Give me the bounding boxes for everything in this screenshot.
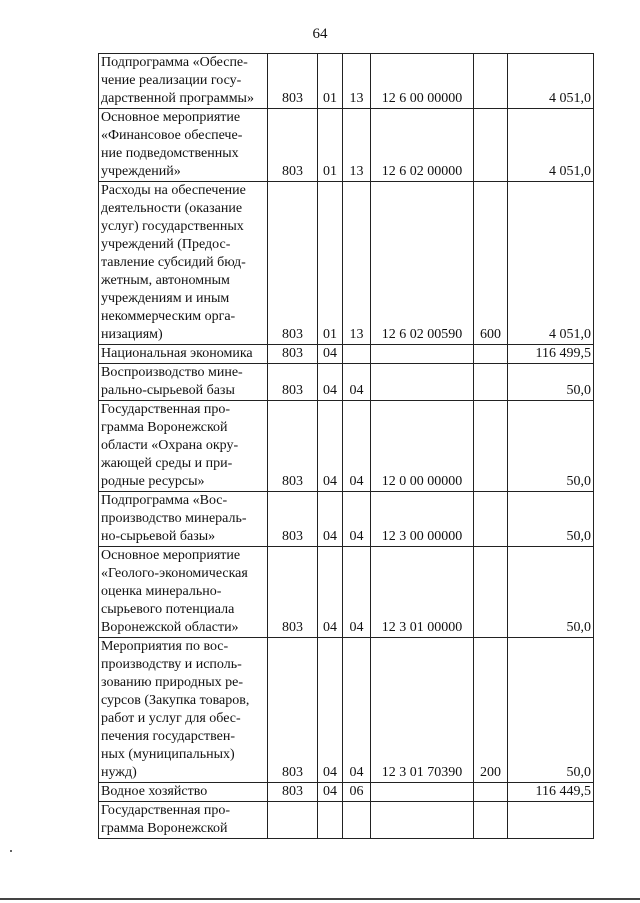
cell-vr: 200	[474, 638, 508, 783]
cell-csr: 12 3 01 70390	[371, 638, 474, 783]
cell-amount: 50,0	[508, 547, 594, 638]
table-row	[99, 54, 594, 109]
row-name: Подпрограмма «Обеспе- чение реализации госу- дарственной программы»	[99, 54, 268, 109]
table-row	[99, 783, 594, 802]
cell-gr: 803	[268, 783, 318, 802]
cell-pr: 04	[343, 492, 371, 547]
cell-csr: 12 6 02 00590	[371, 182, 474, 345]
cell-rz: 04	[318, 364, 343, 401]
cell-amount: 4 051,0	[508, 109, 594, 182]
table-row	[99, 492, 594, 547]
cell-vr	[474, 802, 508, 839]
table-row	[99, 547, 594, 638]
cell-csr: 12 6 00 00000	[371, 54, 474, 109]
table-row	[99, 638, 594, 783]
row-name: Основное мероприятие «Финансовое обеспече- ние подведомственных учреждений»	[99, 109, 268, 182]
row-name: Подпрограмма «Вос- производство минераль- но-сырьевой базы»	[99, 492, 268, 547]
table-row	[99, 364, 594, 401]
cell-csr	[371, 783, 474, 802]
cell-amount: 4 051,0	[508, 54, 594, 109]
cell-vr	[474, 547, 508, 638]
cell-gr: 803	[268, 364, 318, 401]
cell-pr	[343, 345, 371, 364]
cell-gr: 803	[268, 547, 318, 638]
cell-vr	[474, 345, 508, 364]
cell-rz: 04	[318, 492, 343, 547]
table-row	[99, 802, 594, 839]
cell-rz: 04	[318, 345, 343, 364]
row-name: Основное мероприятие «Геолого-экономическая оценка минерально- сырьевого потенциала Воронежской области»	[99, 547, 268, 638]
cell-pr: 04	[343, 401, 371, 492]
cell-amount	[508, 802, 594, 839]
cell-vr	[474, 783, 508, 802]
cell-csr: 12 6 02 00000	[371, 109, 474, 182]
cell-csr: 12 3 00 00000	[371, 492, 474, 547]
cell-vr	[474, 492, 508, 547]
row-name: Мероприятия по вос- производству и исполь- зованию природных ре- сурсов (Закупка товаров, работ и услуг для обес- печения государствен- ных (муниципальных) нужд)	[99, 638, 268, 783]
cell-rz: 01	[318, 182, 343, 345]
table-row	[99, 345, 594, 364]
cell-csr	[371, 345, 474, 364]
table-row	[99, 401, 594, 492]
cell-amount: 116 449,5	[508, 783, 594, 802]
budget-table	[98, 53, 594, 839]
cell-pr: 13	[343, 109, 371, 182]
cell-vr	[474, 364, 508, 401]
cell-pr: 04	[343, 547, 371, 638]
row-name: Воспроизводство мине- рально-сырьевой базы	[99, 364, 268, 401]
cell-vr	[474, 401, 508, 492]
row-name: Государственная про- грамма Воронежской области «Охрана окру- жающей среды и при- родные ресурсы»	[99, 401, 268, 492]
cell-rz: 04	[318, 401, 343, 492]
cell-pr: 13	[343, 54, 371, 109]
cell-amount: 50,0	[508, 401, 594, 492]
cell-csr	[371, 802, 474, 839]
row-name: Национальная экономика	[99, 345, 268, 364]
page-bottom-edge	[0, 898, 640, 900]
cell-rz	[318, 802, 343, 839]
cell-amount: 50,0	[508, 492, 594, 547]
cell-rz: 04	[318, 547, 343, 638]
cell-rz: 04	[318, 783, 343, 802]
scan-speck	[10, 850, 12, 852]
table-row	[99, 109, 594, 182]
cell-vr: 600	[474, 182, 508, 345]
cell-amount: 4 051,0	[508, 182, 594, 345]
cell-pr: 04	[343, 638, 371, 783]
cell-pr: 04	[343, 364, 371, 401]
cell-gr: 803	[268, 492, 318, 547]
cell-rz: 01	[318, 109, 343, 182]
row-name: Расходы на обеспечение деятельности (оказание услуг) государственных учреждений (Предос- тавление субсидий бюд- жетным, автономным учреждениям и иным некоммерческим орга- низациям)	[99, 182, 268, 345]
page-number: 64	[312, 26, 328, 42]
cell-gr: 803	[268, 54, 318, 109]
cell-pr	[343, 802, 371, 839]
row-name: Водное хозяйство	[99, 783, 268, 802]
cell-csr: 12 0 00 00000	[371, 401, 474, 492]
cell-pr: 13	[343, 182, 371, 345]
cell-amount: 116 499,5	[508, 345, 594, 364]
cell-amount: 50,0	[508, 364, 594, 401]
cell-gr: 803	[268, 109, 318, 182]
cell-rz: 04	[318, 638, 343, 783]
cell-vr	[474, 109, 508, 182]
cell-gr: 803	[268, 401, 318, 492]
cell-gr	[268, 802, 318, 839]
cell-csr	[371, 364, 474, 401]
cell-amount: 50,0	[508, 638, 594, 783]
cell-pr: 06	[343, 783, 371, 802]
cell-rz: 01	[318, 54, 343, 109]
cell-gr: 803	[268, 638, 318, 783]
cell-gr: 803	[268, 182, 318, 345]
row-name: Государственная про- грамма Воронежской	[99, 802, 268, 839]
cell-vr	[474, 54, 508, 109]
cell-gr: 803	[268, 345, 318, 364]
cell-csr: 12 3 01 00000	[371, 547, 474, 638]
table-row	[99, 182, 594, 345]
